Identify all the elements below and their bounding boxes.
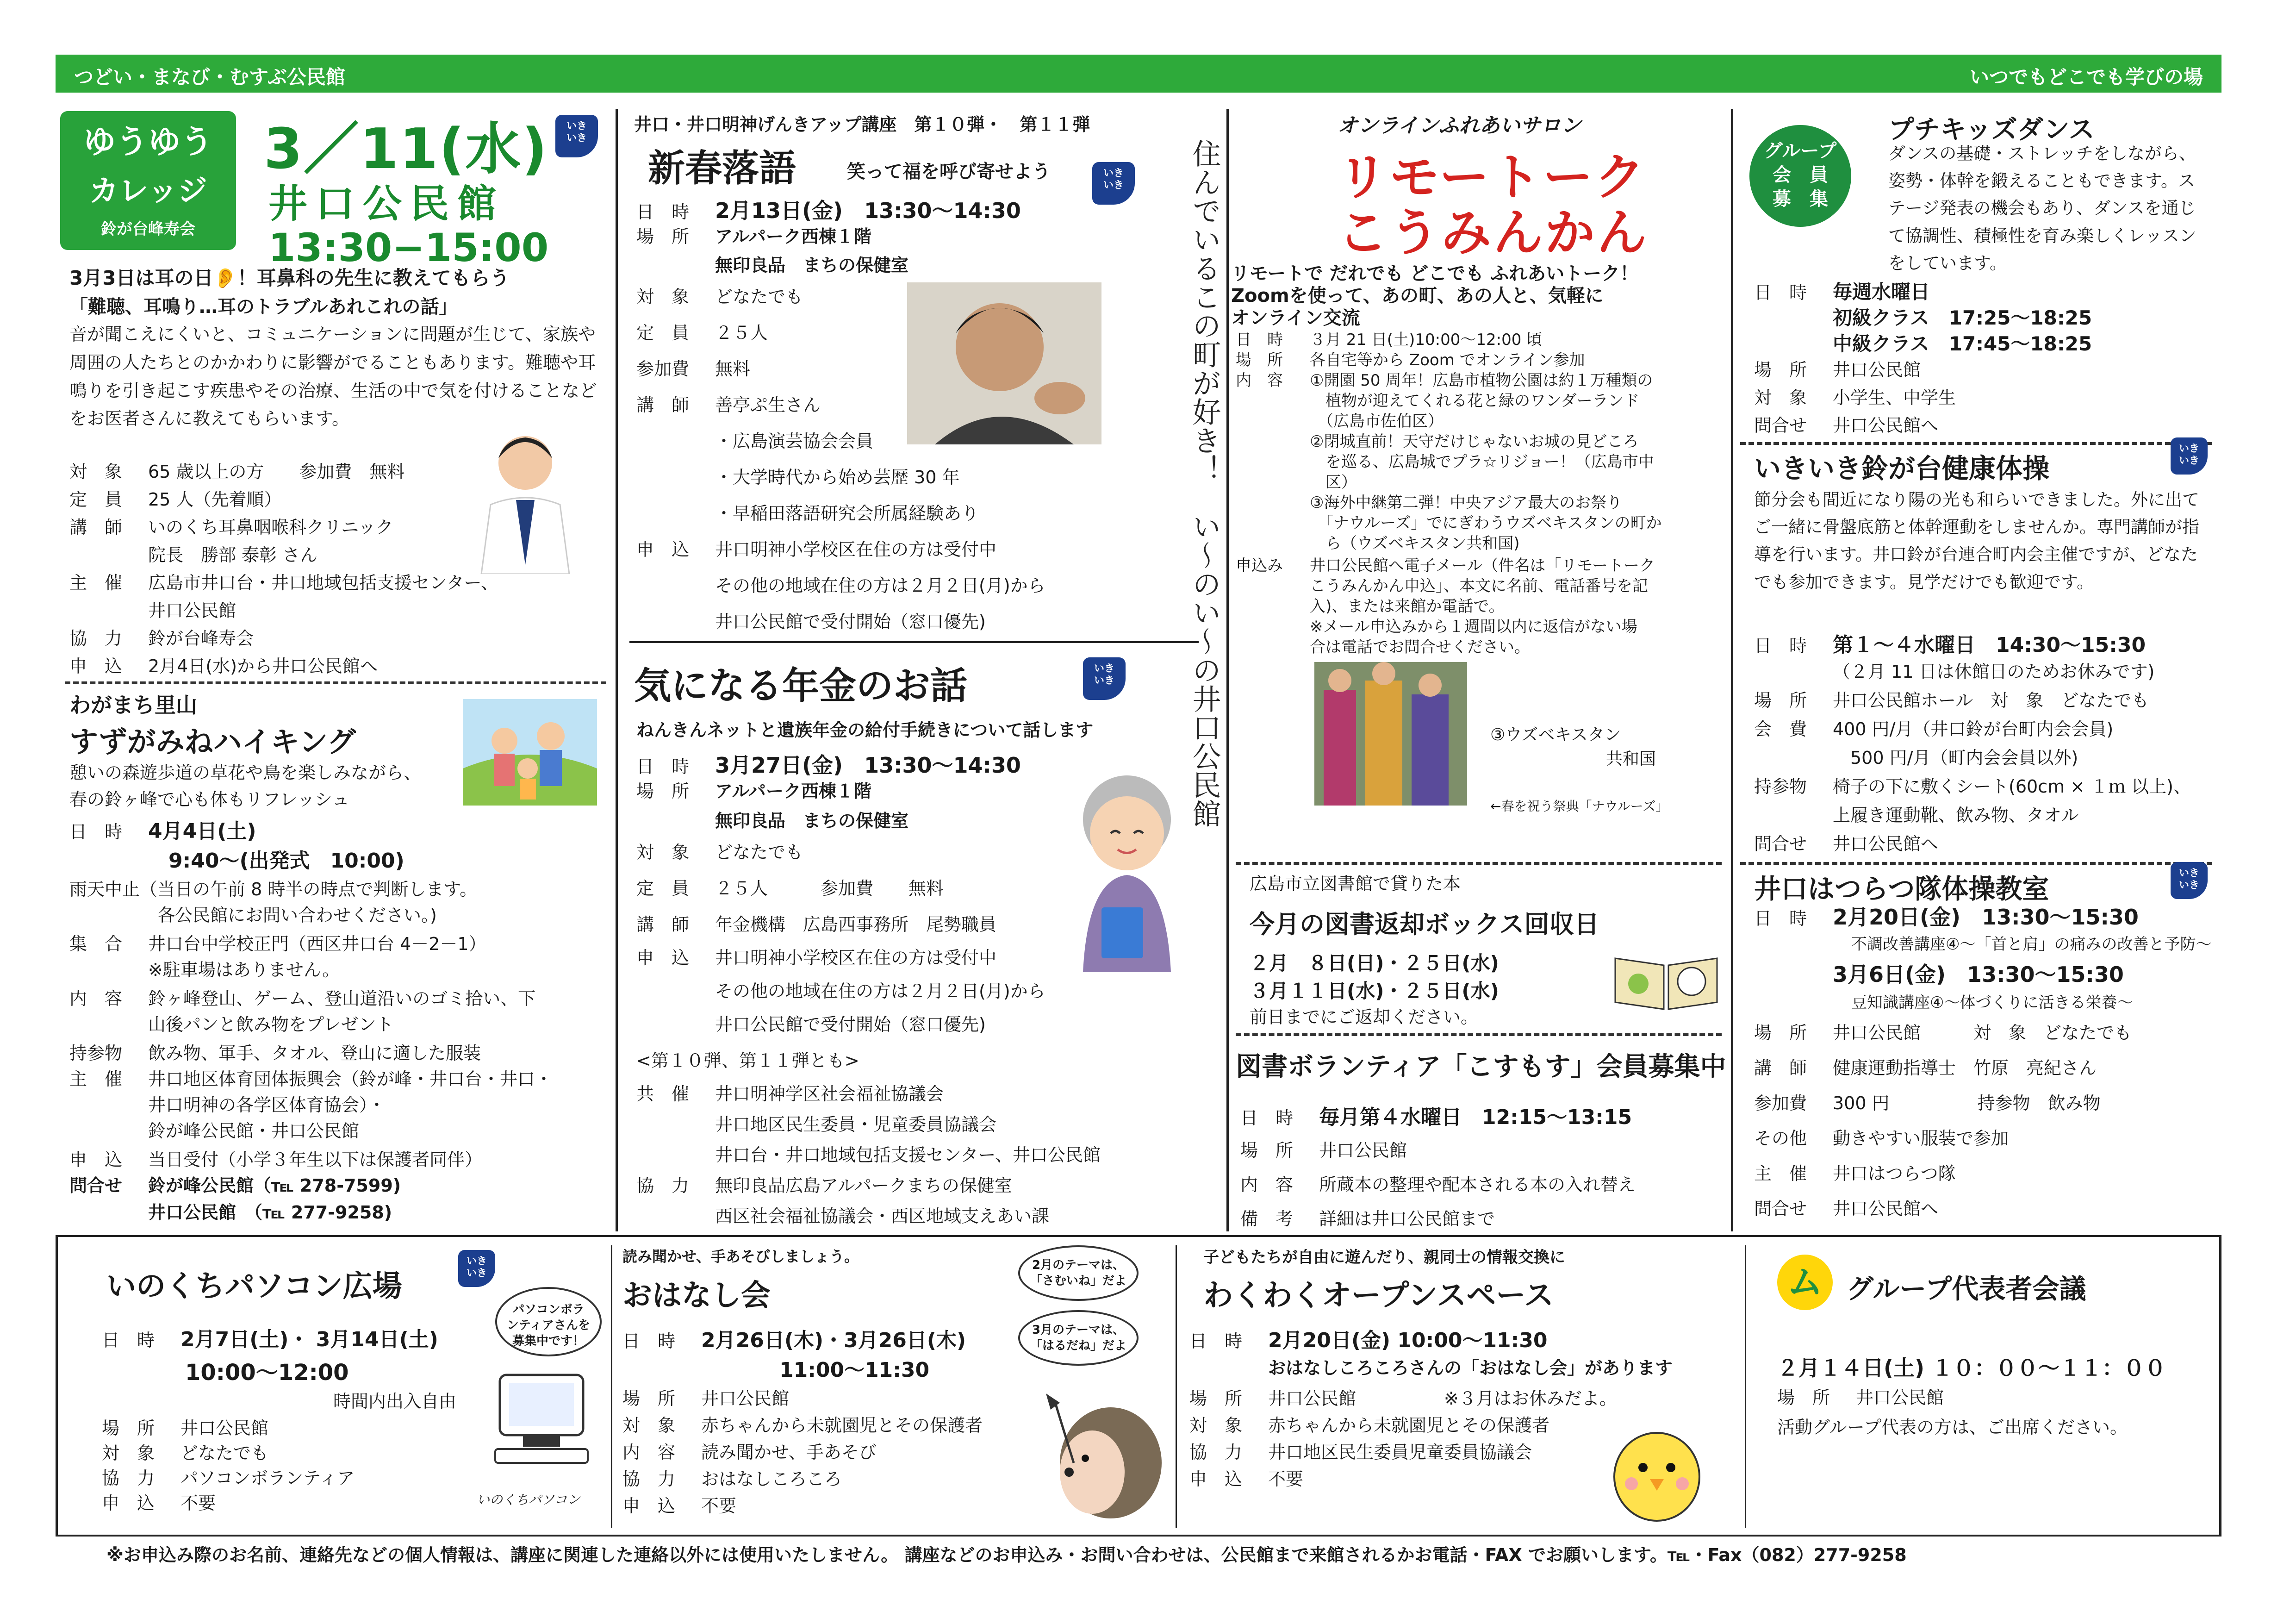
pc-mascot-illustration xyxy=(481,1370,602,1481)
vertical-slogan: 住んでいるこの町が好き！ い〜のい〜の井口公民館 xyxy=(1188,139,1221,828)
section-divider xyxy=(629,641,1199,643)
header-right-text: いつでもどこでも学びの場 xyxy=(1969,66,2203,88)
library-note: 前日までにご返却ください。 xyxy=(1250,1007,1479,1027)
group-date: ２月１４日(土) １０：００〜１１：００ xyxy=(1777,1355,2166,1380)
footer-note: ※お申込み際のお名前、連絡先などの個人情報は、講座に関連した連絡以外には使用いたしません。 講座などのお申込み・お問い合わせは、公民館まで来館されるかお電話・FAX でお願いします。℡・Fax（082）277-9258 xyxy=(106,1545,1907,1565)
bottom-divider xyxy=(1745,1245,1746,1528)
ohanashi-bubble-feb: 2月のテーマは、 「さむいね」だよ xyxy=(1018,1245,1139,1301)
waku-title: わくわくオープンスペース xyxy=(1203,1279,1554,1313)
header-bar xyxy=(56,55,2221,93)
doctor-illustration xyxy=(472,426,579,574)
yuyu-subtitle: 3月3日は耳の日👂！耳鼻科の先生に教えてもらう xyxy=(69,267,510,289)
section-dash xyxy=(1236,862,1722,865)
yuyu-date: 3／11(水) xyxy=(264,117,548,181)
book-cat-illustration xyxy=(1611,944,1722,1014)
nenkin-subtitle: ねんきんネットと遺族年金の給付手続きについて話します xyxy=(636,720,1094,740)
ohanashi-pre: 読み聞かせ、手あそびしましょう。 xyxy=(622,1248,859,1265)
library-title: 今月の図書返却ボックス回収日 xyxy=(1250,910,1599,939)
bottom-divider xyxy=(1176,1245,1177,1528)
remote-lead-1: リモートで だれでも どこでも ふれあいトーク！ xyxy=(1231,263,1639,284)
group-place-label: 場 所 xyxy=(1777,1387,1830,1408)
grandma-illustration xyxy=(1064,768,1189,972)
pc-logo-text: いのくちパソコン xyxy=(477,1492,580,1507)
hiking-desc1: 憩いの森遊歩道の草花や鳥を楽しみながら、 xyxy=(69,762,422,783)
remote-lead-3: オンライン交流 xyxy=(1231,307,1360,329)
remote-lead-2: Zoomを使って、あの町、あの人と、気軽に xyxy=(1231,285,1604,306)
ikiiki-badge: いき いき xyxy=(1092,162,1135,205)
photo-caption-2: 共和国 xyxy=(1606,750,1656,768)
section-dash xyxy=(1740,862,2212,865)
yuyu-college-badge xyxy=(60,111,236,250)
kenko-title: いきいき鈴が台健康体操 xyxy=(1754,453,2050,484)
remote-title-1: リモートーク xyxy=(1338,149,1647,206)
group-title: グループ代表者会議 xyxy=(1847,1273,2086,1305)
column-divider xyxy=(616,109,618,1231)
library-line-2: ３月１１日(水)・２５日(水) xyxy=(1250,980,1499,1002)
hedgehog-illustration xyxy=(1041,1384,1166,1523)
group-note: 活動グループ代表の方は、ご出席ください。 xyxy=(1777,1417,2128,1437)
bottom-left-border xyxy=(56,1235,58,1536)
section-dash xyxy=(1740,442,2212,445)
hiking-desc2: 春の鈴ヶ峰で心も体もリフレッシュ xyxy=(69,789,350,810)
group-place: 井口公民館 xyxy=(1856,1387,1944,1408)
yuyu-org: 鈴が台峰寿会 xyxy=(101,220,195,238)
pc-title: いのくちパソコン広場 xyxy=(106,1269,402,1304)
ikiiki-badge: いき いき xyxy=(555,115,598,157)
photo-caption-1: ③ウズベキスタン xyxy=(1490,725,1621,744)
ohanashi-bubble-mar: 3月のテーマは、 「はるだね」だよ xyxy=(1018,1310,1139,1366)
kids-description: ダンスの基礎・ストレッチをしながら、姿勢・体幹を鍛えることもできます。ステージ発表の機会もあり、ダンスを通じて協調性、積極性を育み楽しくレッスンをしています。 xyxy=(1888,144,2196,273)
hiking-pre: わがまち里山 xyxy=(69,693,197,718)
remote-title-2: こうみんかん xyxy=(1338,204,1649,262)
column-divider xyxy=(1731,109,1733,1231)
waku-pre: 子どもたちが自由に遊んだり、親同士の情報交換に xyxy=(1203,1248,1565,1267)
uzbekistan-festival-photo xyxy=(1314,662,1467,806)
photo-note: ←春を祝う祭典「ナウルーズ」 xyxy=(1490,799,1669,814)
bottom-section-bottom-line xyxy=(56,1535,2221,1537)
hiking-title: すずがみねハイキング xyxy=(69,725,356,759)
kenko-description: 節分会も間近になり陽の光も和らいできました。外に出てご一緒に骨盤底筋と体幹運動をしませんか。専門講師が指導を行います。井口鈴が台連合町内会主催ですが、どなたでも参加できます。見学だけでも歓迎です。 xyxy=(1754,490,2199,592)
hiking-family-illustration xyxy=(463,699,597,806)
library-pre: 広島市立図書館で貸りた本 xyxy=(1250,874,1461,894)
column-divider xyxy=(1226,109,1229,1231)
bottom-right-border xyxy=(2219,1235,2221,1536)
section-dash xyxy=(1236,1033,1722,1036)
kids-title: プチキッズダンス xyxy=(1888,115,2095,145)
rakugo-performer-photo xyxy=(907,282,1101,444)
kosumosu-title: 図書ボランティア「こすもす」会員募集中 xyxy=(1236,1052,1726,1082)
section-dash xyxy=(65,681,606,684)
rakugo-series: 井口・井口明神げんきアップ講座 第１０弾・ 第１１弾 xyxy=(634,114,1090,135)
group-recruit-badge: グループ 会 員 募 集 xyxy=(1749,125,1851,227)
yuyu-name2: カレッジ xyxy=(89,174,207,208)
bottom-section-top-line xyxy=(56,1235,2221,1237)
yuyu-time: 13:30−15:00 xyxy=(268,225,549,270)
bottom-divider xyxy=(611,1245,612,1528)
yuyu-name1: ゆうゆう xyxy=(83,123,213,161)
ikiiki-badge: いき いき xyxy=(458,1250,495,1287)
rakugo-title: 新春落語 xyxy=(648,147,796,190)
ohanashi-title: おはなし会 xyxy=(622,1279,771,1313)
ikiiki-badge: いき いき xyxy=(2171,862,2208,899)
chick-illustration xyxy=(1611,1417,1703,1523)
ikiiki-badge: いき いき xyxy=(2171,437,2208,475)
header-left-text: つどい・まなび・むすぶ公民館 xyxy=(74,66,345,88)
nenkin-title: 気になる年金のお話 xyxy=(634,664,967,707)
yuyu-topic: 「難聴、耳鳴り…耳のトラブルあれこれの話」 xyxy=(69,296,458,318)
group-logo-icon: ム xyxy=(1777,1255,1833,1310)
yuyu-place: 井口公民館 xyxy=(268,181,505,226)
nenkin-common-note: <第１０弾、第１１弾とも> xyxy=(636,1050,859,1071)
ikiiki-badge: いき いき xyxy=(1083,657,1126,700)
library-line-1: ２月 ８日(日)・２５日(水) xyxy=(1250,952,1499,974)
rakugo-subtitle: 笑って福を呼び寄せよう xyxy=(847,161,1051,182)
remote-kicker: オンラインふれあいサロン xyxy=(1338,114,1581,137)
yuyu-description: 音が聞こえにくいと、コミュニケーションに問題が生じて、家族や周囲の人たちとのかかわりに影響がでることもあります。難聴や耳鳴りを引き起こす疾患やその治療、生活の中で気を付けることなどをお医者さんに教えてもらいます。 xyxy=(69,324,597,429)
pc-speech-bubble: パソコンボラ ンティアさんを 募集中です！ xyxy=(495,1287,602,1356)
haturatsu-title: 井口はつらつ隊体操教室 xyxy=(1754,873,2049,905)
